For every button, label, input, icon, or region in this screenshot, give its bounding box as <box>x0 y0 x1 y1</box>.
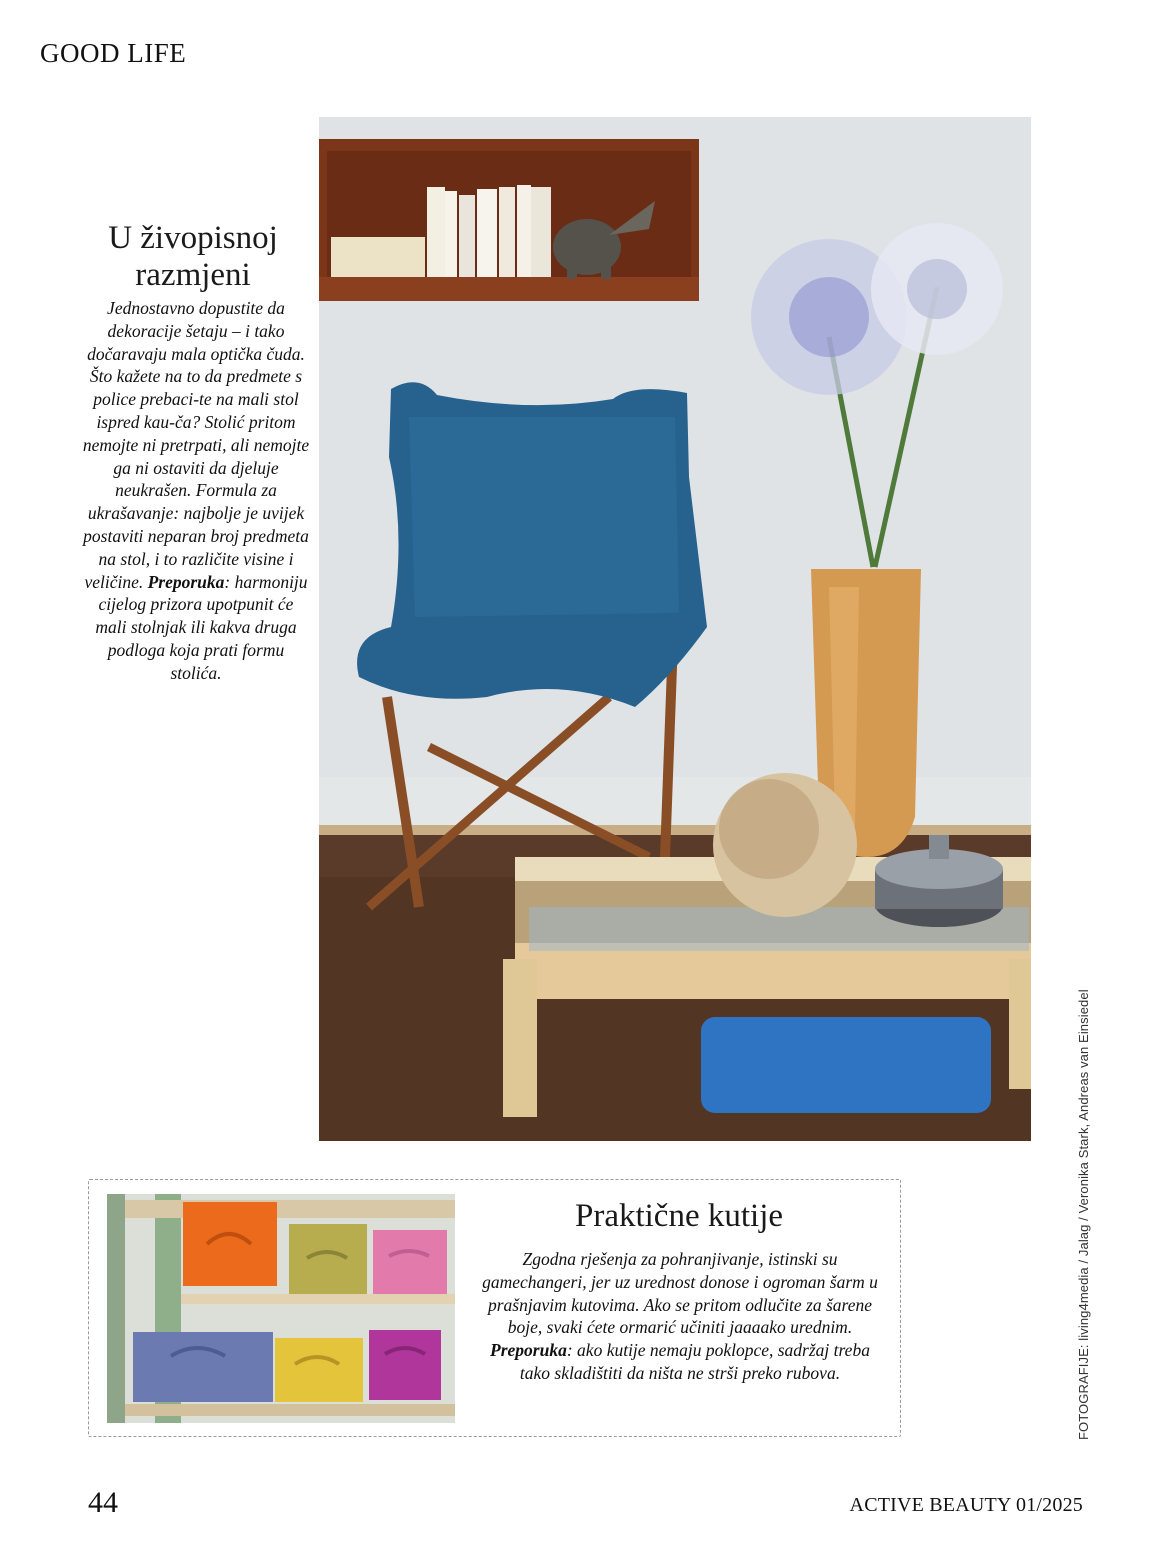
feature-tip-text: : ako kutije nemaju poklopce, sadržaj treba tako skladištiti da ništa ne strši preko rubova. <box>519 1340 870 1383</box>
article-tip-label: Preporuka <box>147 571 225 592</box>
article-title <box>80 220 306 294</box>
article-body-intro: Jednostavno dopustite da dekoracije šetaju – i tako dočaravaju mala optička čuda. Što kažete na to da predmete s police prebaci-te na mali stol ispred kau-ča? Stolić pritom nemojte ni pretrpati, ali nemojte ga ni ostaviti da djeluje neukrašen. Formula za ukrašavanje: najbolje je uvijek postaviti neparan broj predmeta na stol, i to različite visine i veličine. <box>82 298 310 592</box>
hero-photo-chair-and-table <box>319 117 1031 1141</box>
article-tip-text: : harmoniju cijelog prizora upotpunit će mali stolnjak ili kakva druga podloga koja prati formu stolića. <box>95 571 308 683</box>
photo-credit: FOTOGRAFIJE: living4media / Jalag / Veronika Stark, Andreas van Einsiedel <box>1076 989 1091 1440</box>
feature-box <box>88 1179 901 1437</box>
feature-title: Praktične kutije <box>574 1198 784 1234</box>
section-header: GOOD LIFE <box>40 38 187 68</box>
article-title-line-2: razmjeni <box>135 257 251 293</box>
feature-body <box>475 1248 885 1385</box>
magazine-issue: ACTIVE BEAUTY 01/2025 <box>849 1494 1083 1516</box>
feature-photo-storage-baskets <box>107 1194 455 1423</box>
article-title-line-1: U živopisnoj <box>108 220 278 256</box>
article-body <box>82 297 310 685</box>
feature-tip-label: Preporuka <box>490 1340 567 1361</box>
feature-body-intro: Zgodna rješenja za pohranjivanje, istinski su gamechangeri, jer uz urednost donose i ogroman šarm u prašnjavim kutovima. Ako se pritom odlučite za šarene boje, svaki ćete ormarić učiniti jaaaako urednim. <box>482 1249 878 1338</box>
page-number: 44 <box>88 1486 118 1519</box>
